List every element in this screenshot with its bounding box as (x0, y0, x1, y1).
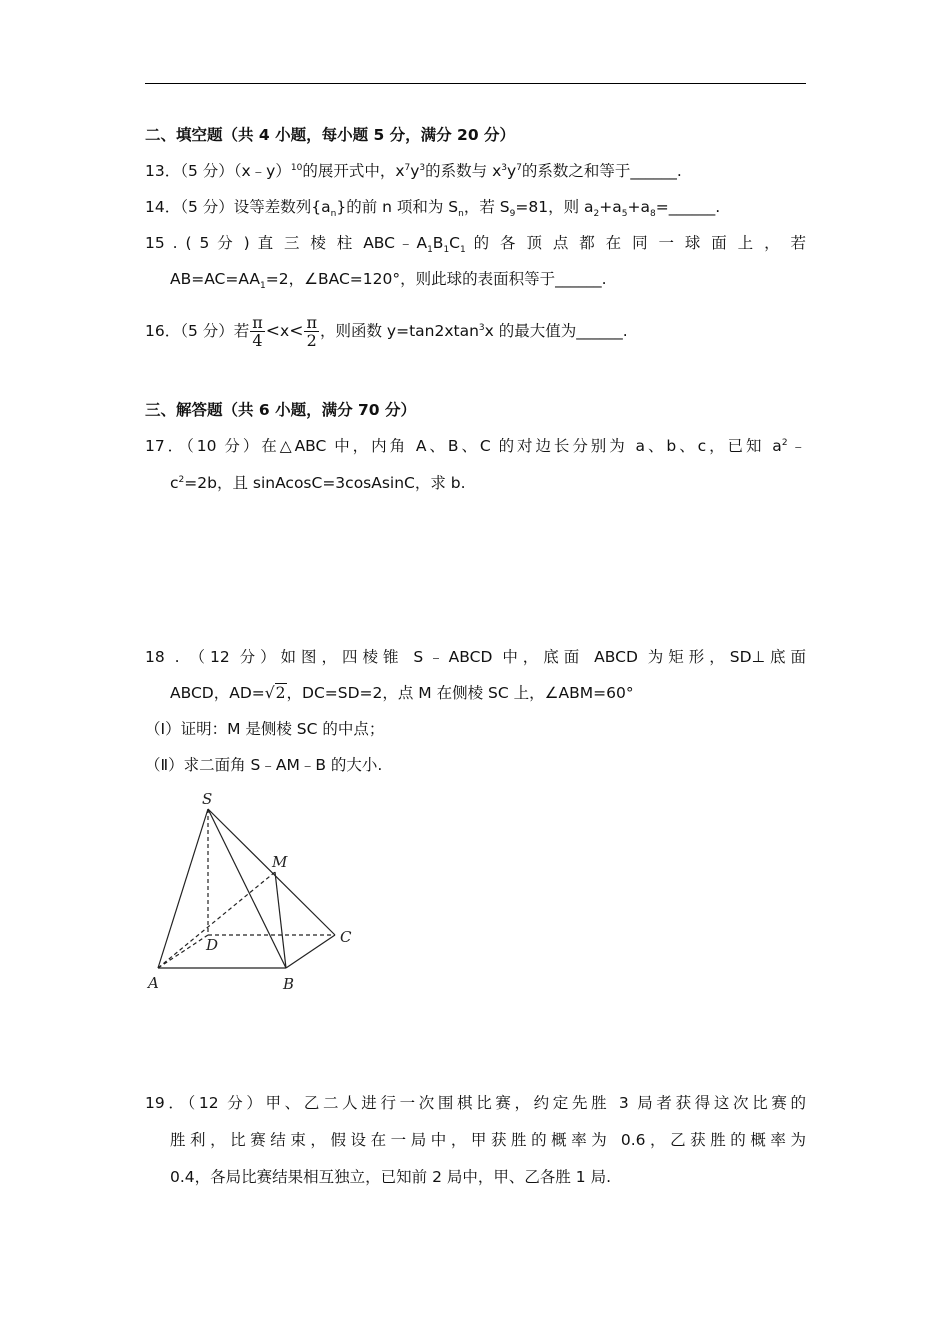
text-segment: 18 . （12 分）如图，四棱锥 S﹣ABCD 中，底面 ABCD 为矩形，SD⊥底面 (145, 648, 806, 666)
question-continuation (170, 268, 607, 290)
text-segment: ﹣ (787, 437, 806, 455)
text-segment: 0.4，各局比赛结果相互独立，已知前 2 局中，甲、乙各胜 1 局. (170, 1168, 612, 1186)
text-segment: =______. (655, 198, 721, 216)
edge-SA (158, 809, 208, 968)
text-segment: 16．（5 分）若 (145, 322, 250, 340)
question-line (145, 196, 720, 218)
text-segment: 13．（5 分）（x﹣y） (145, 162, 291, 180)
text-segment: < (289, 321, 304, 341)
text-segment: B (432, 234, 444, 252)
text-segment: 胜利，比赛结束，假设在一局中，甲获胜的概率为 0.6，乙获胜的概率为 (170, 1131, 806, 1149)
question-line (145, 232, 806, 254)
text-segment: ，若 S (463, 198, 510, 216)
subscript: n (330, 209, 337, 220)
text-segment: 三、解答题（共 6 小题，满分 70 分） (145, 401, 416, 419)
edge-AD (158, 935, 208, 968)
superscript: 10 (290, 162, 303, 173)
superscript: 7 (404, 162, 411, 173)
fraction-den: 2 (306, 331, 317, 350)
fraction (304, 314, 319, 349)
text-segment: AB=AC=AA (170, 270, 261, 288)
text-segment: 的系数与 x (425, 162, 502, 180)
text-segment: y (410, 162, 420, 180)
text-segment: +a (627, 198, 650, 216)
label-D: D (206, 936, 219, 954)
fraction-num: π (252, 313, 263, 332)
radicand: 2 (275, 684, 286, 702)
superscript: 7 (516, 162, 522, 173)
text-segment: }的前 n 项和为 S (336, 198, 459, 216)
question-line (145, 435, 806, 457)
superscript: 2 (178, 474, 185, 485)
question-continuation (170, 1129, 806, 1151)
superscript: 3 (501, 162, 507, 173)
subscript: 1 (427, 245, 433, 256)
question-line (145, 160, 682, 182)
text-segment: ，则函数 y=tan2xtan (319, 322, 479, 340)
text-segment: =81，则 a (515, 198, 594, 216)
question-continuation (170, 682, 634, 704)
superscript: 2 (781, 437, 788, 448)
text-segment: +a (599, 198, 622, 216)
text-segment: 二、填空题（共 4 小题，每小题 5 分，满分 20 分） (145, 126, 516, 144)
pyramid-figure (140, 785, 370, 1000)
label-S: S (202, 790, 213, 808)
label-M: M (272, 853, 288, 871)
subscript: 2 (593, 209, 600, 220)
subscript: n (458, 209, 464, 220)
text-segment: ，DC=SD=2，点 M 在侧棱 SC 上，∠ABM=60° (286, 684, 634, 702)
question-line (145, 646, 806, 668)
section-heading (145, 124, 515, 146)
text-segment: 的 各 顶 点 都 在 同 一 球 面 上 ， 若 (465, 234, 806, 252)
header-rule (145, 83, 806, 84)
text-segment: x 的最大值为______. (484, 322, 628, 340)
text-segment: 15 . ( 5 分 ) 直 三 棱 柱 ABC﹣A (145, 234, 428, 252)
subscript: 8 (650, 209, 656, 220)
text-segment: C (449, 234, 460, 252)
text-segment: y (507, 162, 517, 180)
text-segment: ABCD，AD= (170, 684, 265, 702)
label-B: B (283, 975, 295, 993)
subscript: 5 (621, 209, 628, 220)
edge-SC (208, 809, 335, 935)
superscript: 3 (419, 162, 426, 173)
text-segment: c (170, 474, 179, 492)
edge-BC (286, 935, 335, 968)
text-segment: x (280, 322, 290, 340)
subscript: 9 (509, 209, 516, 220)
edge-SB (208, 809, 286, 968)
text-segment: =2b，且 sinAcosC=3cosAsinC，求 b. (184, 474, 466, 492)
text-segment: 14．（5 分）设等差数列{a (145, 198, 331, 216)
subscript: 1 (260, 281, 266, 292)
square-root: √2 (264, 684, 286, 702)
text-segment: =2，∠BAC=120°，则此球的表面积等于______. (265, 270, 607, 288)
question-line (145, 1092, 806, 1114)
text-segment: 17．（10 分）在△ABC 中，内角 A、B、C 的对边长分别为 a、b、c，已知 a (145, 437, 782, 455)
question-line (145, 754, 382, 776)
question-line (145, 314, 628, 349)
subscript: 1 (460, 245, 466, 256)
superscript: 3 (478, 322, 485, 333)
text-segment: （Ⅱ）求二面角 S﹣AM﹣B 的大小. (145, 756, 383, 774)
question-line (145, 718, 384, 740)
fraction-den: 4 (252, 331, 263, 350)
question-continuation (170, 1166, 611, 1188)
text-segment: （I）证明：M 是侧棱 SC 的中点； (145, 720, 385, 738)
fraction-num: π (306, 313, 317, 332)
text-segment: < (265, 321, 281, 341)
text-segment: 的展开式中，x (302, 162, 405, 180)
label-A: A (148, 974, 159, 992)
question-continuation (170, 472, 466, 494)
text-segment: 的系数之和等于______. (521, 162, 682, 180)
subscript: 1 (443, 245, 450, 256)
text-segment: 19．（12 分）甲、乙二人进行一次围棋比赛，约定先胜 3 局者获得这次比赛的 (145, 1094, 806, 1112)
section-heading (145, 399, 416, 421)
fraction (250, 314, 265, 349)
label-C: C (340, 928, 352, 946)
edge-MB (275, 872, 286, 968)
